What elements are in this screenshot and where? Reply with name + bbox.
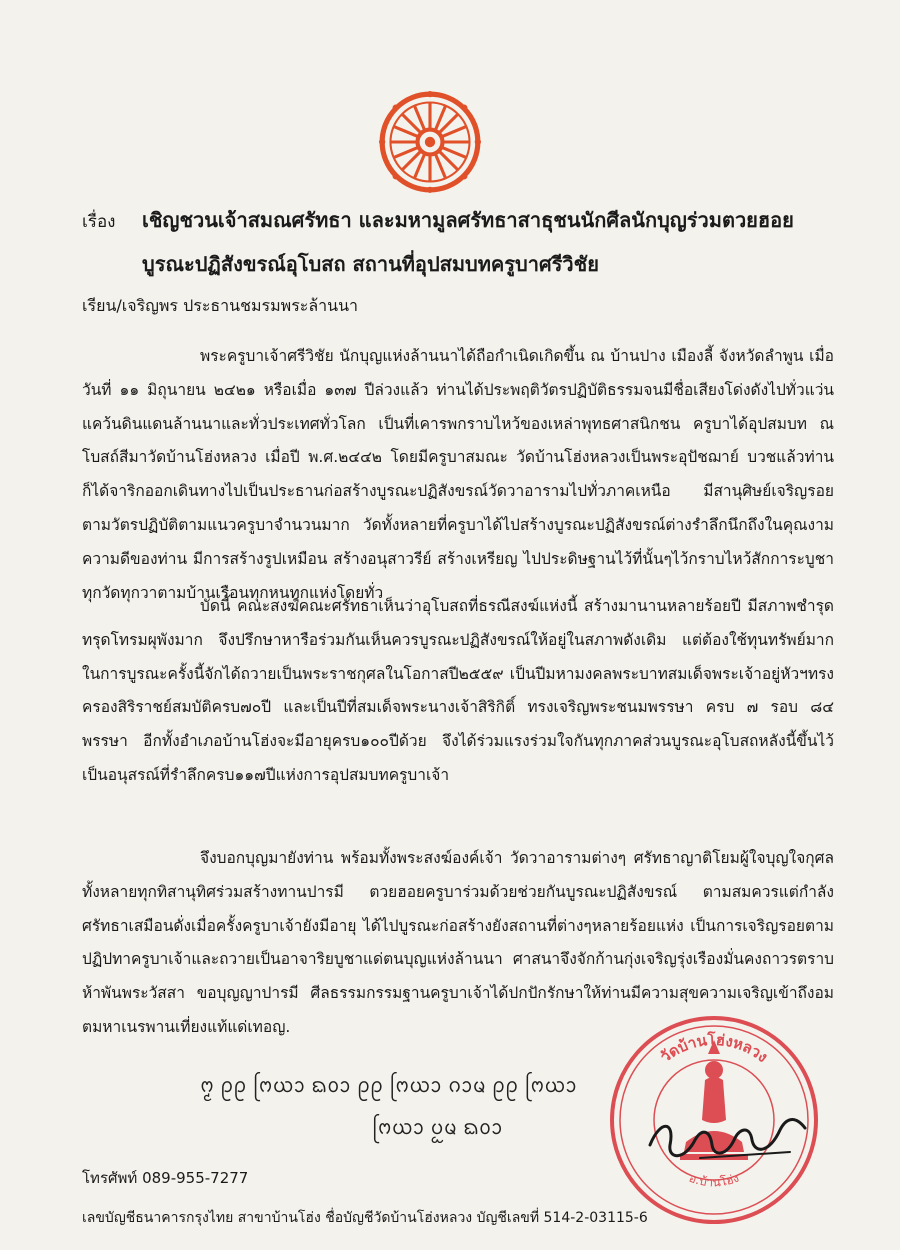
dharma-wheel-icon <box>378 90 482 194</box>
subject-label: เรื่อง <box>82 212 116 232</box>
svg-text:อ.บ้านโฮ่ง <box>687 1171 741 1190</box>
lanna-date-line-1: ᨻ᩠ᨾ ᩑᩑ ᨻᩕᨿᩣ ᨳᩅᩣ ᩑᩑ ᨻᩕᨿᩣ ᨣᩣᨾ ᩑᩑ ᨻᩕᨿᩣ <box>200 1073 577 1097</box>
paragraph-invitation: จึงบอกบุญมายังท่าน พร้อมทั้งพระสงฆ์องค์เจ้า วัดวาอารามต่างๆ ศรัทธาญาติโยมผู้ใจบุญใจกุศลทั้งหลายทุกทิสานุทิศร่วมสร้างทานปารมี ตวยฮอยครูบาร่วมด้วยช่วยกันบูรณะปฏิสังขรณ์ ตามสมควรแต่กำลังศรัทธาเสมือนดั่งเมื่อครั้งครูบาเจ้ายังมีอายุ ได้ไปบูรณะก่อสร้างยังสถานที่ต่างๆหลายร้อยแห่ง เป็นการเจริญรอยตามปฏิปทาครูบาเจ้าและถวายเป็นอาจาริยบูชาแด่ตนบุญแห่งล้านนา ศาสนาจึงจักก้านกุ่งเจริญรุ่งเรืองมั่นคงถาวรตราบห้าพันพระวัสสา ขอบุญญาปารมี ศีลธรรมกรรมฐานครูบาเจ้าได้ปกปักรักษาให้ท่านมีความสุขความเจริญเข้าถึงอมตมหาเนรพานเที่ยงแท้แด่เทอญ. <box>82 849 834 1036</box>
seal-bottom-text: อ.บ้านโฮ่ง <box>687 1170 741 1190</box>
salutation: เรียน/เจริญพร ประธานชมรมพระล้านนา <box>82 296 359 315</box>
seal-top-text: วัดบ้านโฮ่งหลวง <box>656 1030 772 1067</box>
subject-title-line-2: บูรณะปฏิสังขรณ์อุโบสถ สถานที่อุปสมบทครูบาศรีวิชัย <box>142 252 599 276</box>
paragraph-history: พระครูบาเจ้าศรีวิชัย นักบุญแห่งล้านนาได้ถือกำเนิดเกิดขึ้น ณ บ้านปาง เมืองลี้ จังหวัดลำพูน เมื่อวันที่ ๑๑ มิถุนายน ๒๔๒๑ หรือเมื่อ ๑๓๗ ปีล่วงแล้ว ท่านได้ประพฤติวัตรปฏิบัติธรรมจนมีชื่อเสียงโด่งดังไปทั่วแว่นแคว้นดินแดนล้านนาและทั่วประเทศทั่วโลก เป็นที่เคารพกราบไหว้ของเหล่าพุทธศาสนิกชน ครูบาได้อุปสมบท ณ โบสถ์สีมาวัดบ้านโฮ่งหลวง เมื่อปี พ.ศ.๒๔๔๒ โดยมีครูบาสมณะ วัดบ้านโฮ่งหลวงเป็นพระอุปัชฌาย์ บวชแล้วท่านก็ได้จาริกออกเดินทางไปเป็นประธานก่อสร้างบูรณะปฏิสังขรณ์วัดวาอารามไปทั่วภาคเหนือ มีสานุศิษย์เจริญรอยตามวัตรปฏิบัติตามแนวครูบาจำนวนมาก วัดทั้งหลายที่ครูบาได้ไปสร้างบูรณะปฏิสังขรณ์ต่างรำลึกนึกถึงในคุณงามความดีของท่าน มีการสร้างรูปเหมือน สร้างอนุสาวรีย์ สร้างเหรียญ ไปประดิษฐานไว้ที่นั้นๆไว้กราบไหว้สักการะบูชาทุกวัดทุกวาตามบ้านเรือนทุกหนทุกแห่งโดยทั่ว <box>82 347 834 602</box>
handwritten-signature <box>640 1100 820 1170</box>
bank-account-info: เลขบัญชีธนาคารกรุงไทย สาขาบ้านโฮ่ง ชื่อบัญชีวัดบ้านโฮ่งหลวง บัญชีเลขที่ 514-2-03115-6 <box>82 1210 648 1226</box>
lanna-date-line-2: ᨻᩕᨿᩣ ᨷᩬᨾ ᨳᩅᩣ <box>372 1115 503 1139</box>
phone-number: โทรศัพท์ 089-955-7277 <box>82 1169 249 1187</box>
paragraph-renovation: บัดนี้ คณะสงฆ์คณะศรัทธาเห็นว่าอุโบสถที่ธรณีสงฆ์แห่งนี้ สร้างมานานหลายร้อยปี มีสภาพชำรุดทรุดโทรมผุพังมาก จึงปรึกษาหารือร่วมกันเห็นควรบูรณะปฏิสังขรณ์ให้อยู่ในสภาพดังเดิม แต่ต้องใช้ทุนทรัพย์มาก ในการบูรณะครั้งนี้จักได้ถวายเป็นพระราชกุศลในโอกาสปี๒๕๕๙ เป็นปีมหามงคลพระบาทสมเด็จพระเจ้าอยู่หัวฯทรงครองสิริราชย์สมบัติครบ๗๐ปี และเป็นปีที่สมเด็จพระนางเจ้าสิริกิติ์ ทรงเจริญพระชนมพรรษา ครบ ๗ รอบ ๘๔ พรรษา อีกทั้งอำเภอบ้านโฮ่งจะมีอายุครบ๑๐๐ปีด้วย จึงได้ร่วมแรงร่วมใจกันทุกภาคส่วนบูรณะอุโบสถหลังนี้ขึ้นไว้เป็นอนุสรณ์ที่รำลึกครบ๑๑๗ปีแห่งการอุปสมบทครูบาเจ้า <box>82 597 834 784</box>
subject-title-line-1: เชิญชวนเจ้าสมณศรัทธา และมหามูลศรัทธาสาธุชนนักศีลนักบุญร่วมตวยฮอย <box>142 208 794 232</box>
